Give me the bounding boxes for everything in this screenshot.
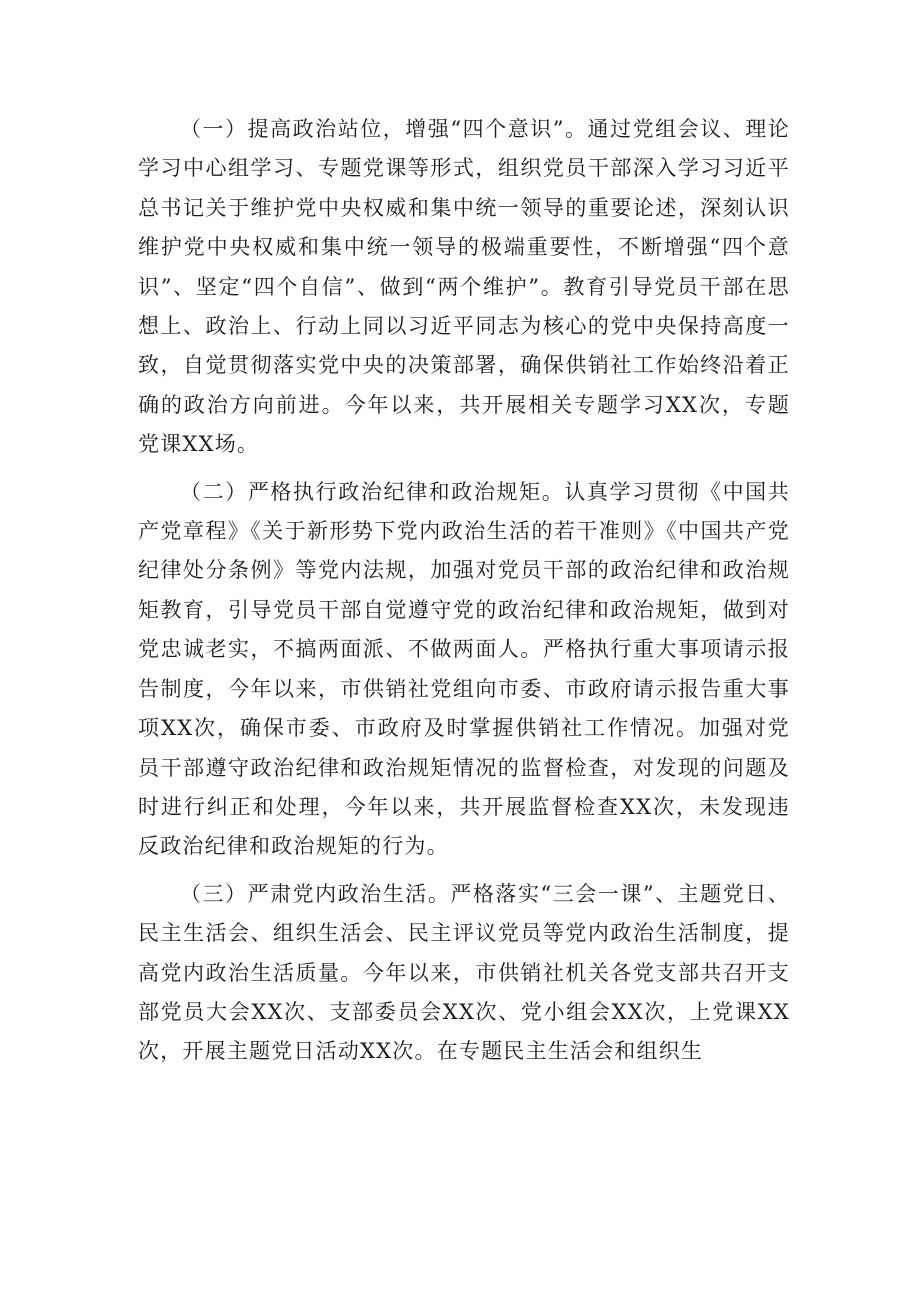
paragraph-1: （一）提高政治站位，增强“四个意识”。通过党组会议、理论学习中心组学习、专题党课等形式，组织党员干部深入学习习近平总书记关于维护党中央权威和集中统一领导的重要论述，深刻认识维护党中央权威和集中统一领导的极端重要性，不断增强“四个意识”、坚定“四个自信”、做到“两个维护”。教育引导党员干部在思想上、政治上、行动上同以习近平同志为核心的党中央保持高度一致，自觉贯彻落实党中央的决策部署，确保供销社工作始终沿着正确的政治方向前进。今年以来，共开展相关专题学习XX次，专题党课XX场。	[138, 117, 790, 457]
paragraph-2: （二）严格执行政治纪律和政治规矩。认真学习贯彻《中国共产党章程》《关于新形势下党内政治生活的若干准则》《中国共产党纪律处分条例》等党内法规，加强对党员干部的政治纪律和政治规矩教育，引导党员干部自觉遵守党的政治纪律和政治规矩，做到对党忠诚老实，不搞两面派、不做两面人。严格执行重大事项请示报告制度，今年以来，市供销社党组向市委、市政府请示报告重大事项XX次，确保市委、市政府及时掌握供销社工作情况。加强对党员干部遵守政治纪律和政治规矩情况的监督检查，对发现的问题及时进行纠正和处理，今年以来，共开展监督检查XX次，未发现违反政治纪律和政治规矩的行为。	[138, 479, 790, 859]
document-body	[138, 110, 790, 1080]
paragraph-3: （三）严肃党内政治生活。严格落实“三会一课”、主题党日、民主生活会、组织生活会、民主评议党员等党内政治生活制度，提高党内政治生活质量。今年以来，市供销社机关各党支部共召开支部党员大会XX次、支部委员会XX次、党小组会XX次，上党课XX次，开展主题党日活动XX次。在专题民主生活会和组织生	[138, 881, 790, 1064]
